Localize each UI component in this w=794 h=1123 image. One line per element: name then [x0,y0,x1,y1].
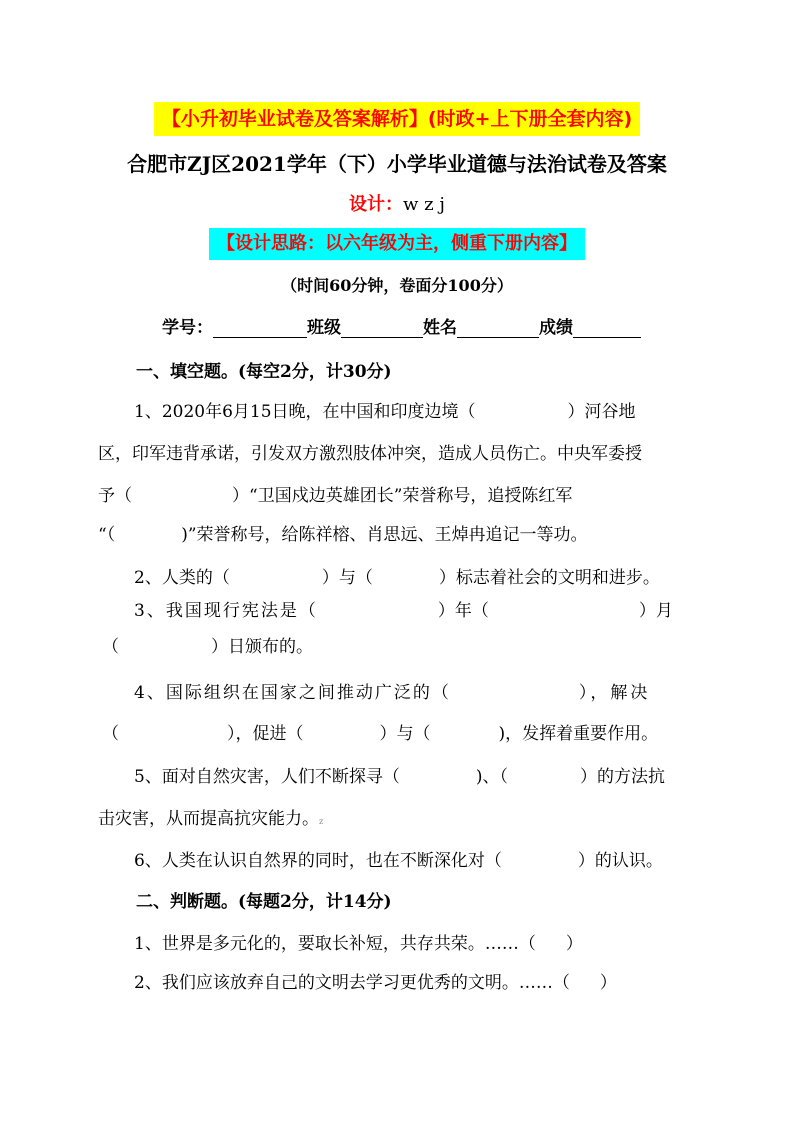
exam-title: 合肥市ZJ区2021学年（下）小学毕业道德与法治试卷及答案 [127,152,667,176]
q4-text: （ [102,724,119,744]
q5-text: 击灾害，从而提高抗灾能力。 [98,809,319,829]
judge1-text: ） [565,934,583,954]
q4-text: )，发挥着重要作用。 [498,724,659,744]
q4-text: ），解决 [578,683,651,703]
q4-line2 [102,719,658,744]
q2-text: 2、人类的（ [134,568,230,588]
q3-text: ）年（ [437,601,489,621]
class-label: 班级 [307,318,341,338]
q4-text: 4、国际组织在国家之间推动广泛的（ [134,683,451,703]
q1-line1 [134,397,636,422]
q3-text: ）月 [638,601,673,621]
q1-line2: 区，印军违背承诺，引发双方激烈肢体冲突，造成人员伤亡。中央军委授 [98,444,642,464]
q2-text: ）与（ [321,568,373,588]
q4-text: ）与（ [379,724,431,744]
time-note: （时间60分钟，卷面分100分） [281,276,513,295]
banner-top [0,102,794,136]
design-line [0,190,794,216]
stray-mark: z [319,817,324,826]
q3-text: ）日颁布的。 [211,637,313,657]
q6-line [134,846,663,871]
q5-line2 [98,804,323,829]
section1-heading: 一、填空题。(每空2分，计30分) [136,362,392,382]
judge2-line [134,968,617,993]
q1-text: “（ [98,525,116,545]
q1-text: 予（ [98,486,132,506]
q4-line1 [134,678,650,703]
q1-text: )”荣誉称号，给陈祥榕、肖思远、王焯冉追记一等功。 [181,525,588,545]
q1-line4 [98,520,588,545]
q3-line1 [134,596,673,621]
student-no-blank[interactable] [213,319,307,338]
name-label: 姓名 [423,318,457,338]
student-info-line [162,313,641,338]
student-no-label: 学号： [162,318,213,338]
q2-text: ）标志着社会的文明和进步。 [438,568,660,588]
design-label: 设计： [349,194,404,215]
q5-text: 5、面对自然灾害，人们不断探寻（ [134,767,400,787]
q3-line2 [102,632,313,657]
q1-text: ）河谷地 [567,402,636,422]
q3-text: （ [102,637,119,657]
q6-text: 6、人类在认识自然界的同时，也在不断深化对（ [134,851,502,871]
q2-line [134,563,660,588]
q3-text: 3、我国现行宪法是（ [134,601,318,621]
class-blank[interactable] [341,319,423,338]
q1-line3 [98,481,572,506]
q6-text: ）的认识。 [577,851,663,871]
design-value: w z j [403,194,445,215]
q1-text: ）“卫国戍边英雄团长”荣誉称号，追授陈红军 [232,486,573,506]
judge1-text: 1、世界是多元化的，要取长补短，共存共荣。……（ [134,934,536,954]
banner-top-text: 【小升初毕业试卷及答案解析】(时政+上下册全套内容) [154,102,640,136]
judge1-line [134,929,583,954]
q4-text: ），促进（ [227,724,304,744]
q1-text: 1、2020年6月15日晚，在中国和印度边境（ [134,402,476,422]
banner-design-idea [0,228,794,260]
q5-text: )、（ [475,767,508,787]
section2-heading: 二、判断题。(每题2分，计14分) [136,892,392,912]
judge2-text: 2、我们应该放弃自己的文明去学习更优秀的文明。……（ [134,973,570,993]
name-blank[interactable] [457,319,539,338]
banner-design-idea-text: 【设计思路：以六年级为主，侧重下册内容】 [209,228,585,260]
judge2-text: ） [599,973,617,993]
q5-line1 [134,762,665,787]
q5-text: ）的方法抗 [579,767,665,787]
score-blank[interactable] [573,319,641,338]
score-label: 成绩 [539,318,573,338]
